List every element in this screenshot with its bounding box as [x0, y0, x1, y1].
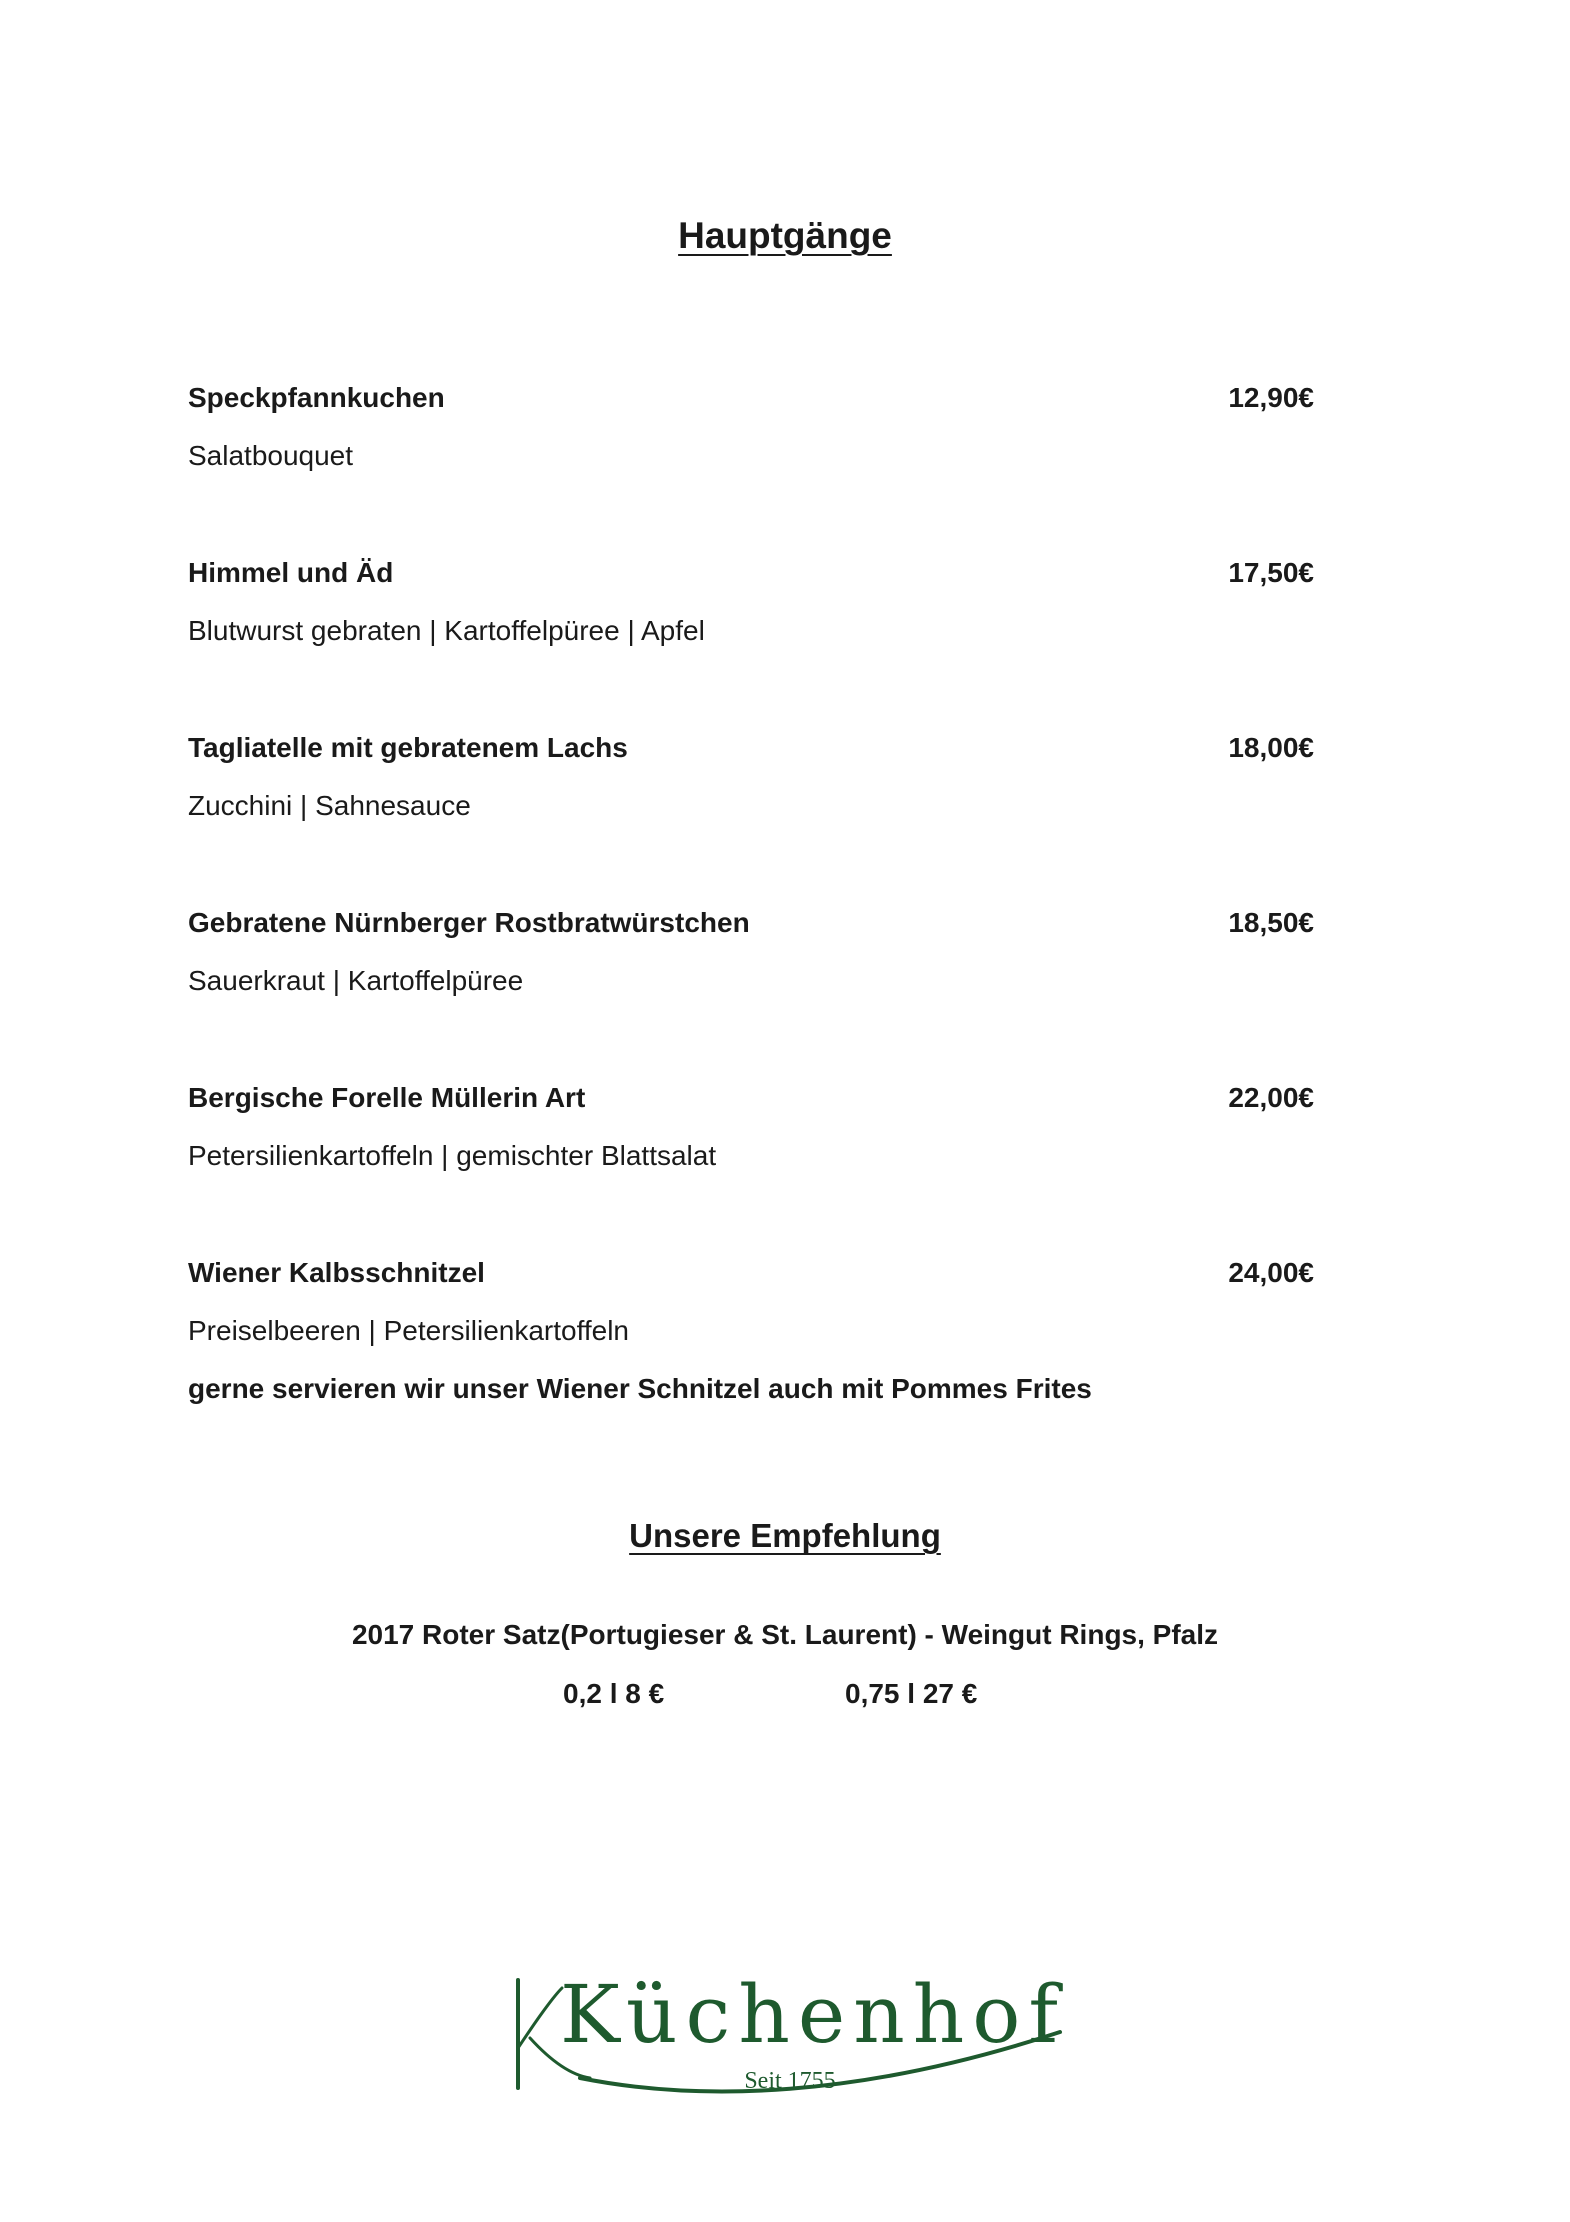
logo-wordmark: Küchenhof	[560, 1968, 1067, 2061]
dish-name: Tagliatelle mit gebratenem Lachs	[188, 732, 628, 763]
logo-tagline: Seit 1755	[744, 2068, 836, 2094]
dish-name: Himmel und Äd	[188, 557, 394, 588]
dish-note: gerne servieren wir unser Wiener Schnitzel auch mit Pommes Frites	[188, 1373, 1092, 1404]
dish-price: 12,90€	[1228, 382, 1314, 413]
dish-description: Blutwurst gebraten | Kartoffelpüree | Apfel	[188, 615, 705, 646]
dish-price: 17,50€	[1228, 557, 1314, 588]
menu-item	[188, 382, 1312, 557]
menu-item	[188, 1082, 1312, 1257]
dish-price: 22,00€	[1228, 1082, 1314, 1113]
dish-description: Preiselbeeren | Petersilienkartoffeln	[188, 1315, 629, 1346]
menu-list	[188, 382, 1312, 1432]
dish-name: Gebratene Nürnberger Rostbratwürstchen	[188, 907, 750, 938]
recommendation-wine: 2017 Roter Satz(Portugieser & St. Laurent) - Weingut Rings, Pfalz	[351, 1619, 1219, 1650]
recommendation-title: Unsere Empfehlung	[629, 1517, 941, 1555]
dish-price: 18,50€	[1228, 907, 1314, 938]
recommendation-price-small: 0,2 l 8 €	[563, 1678, 665, 1709]
recommendation-price-large: 0,75 l 27 €	[845, 1678, 978, 1709]
dish-name: Speckpfannkuchen	[188, 382, 445, 413]
menu-item	[188, 557, 1312, 732]
dish-price: 24,00€	[1228, 1257, 1314, 1288]
dish-name: Bergische Forelle Müllerin Art	[188, 1082, 586, 1113]
page-title: Hauptgänge	[678, 214, 892, 256]
menu-item	[188, 732, 1312, 907]
dish-description: Zucchini | Sahnesauce	[188, 790, 471, 821]
dish-name: Wiener Kalbsschnitzel	[188, 1257, 485, 1288]
dish-description: Petersilienkartoffeln | gemischter Blattsalat	[188, 1140, 717, 1171]
kuechenhof-logo	[500, 1960, 1080, 2130]
menu-item	[188, 1257, 1312, 1432]
dish-description: Salatbouquet	[188, 440, 354, 471]
dish-description: Sauerkraut | Kartoffelpüree	[188, 965, 524, 996]
dish-price: 18,00€	[1228, 732, 1314, 763]
menu-item	[188, 907, 1312, 1082]
